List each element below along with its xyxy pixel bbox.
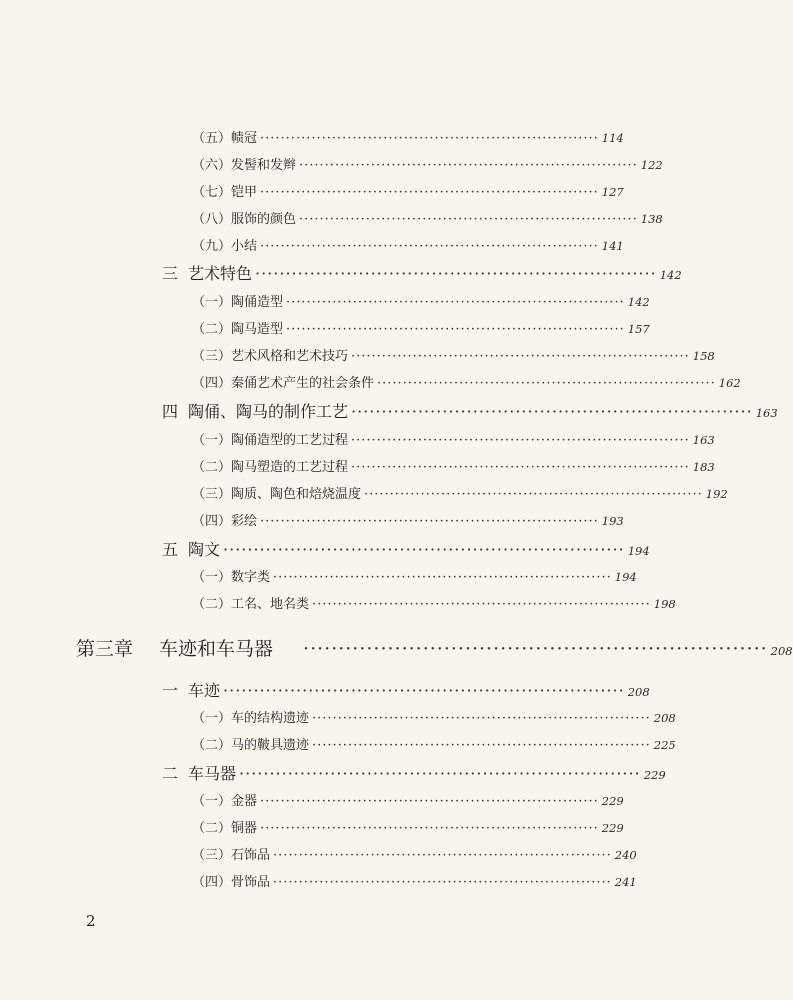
toc-chapter [76, 634, 793, 661]
toc-entry-label: （三）艺术风格和艺术技巧 [192, 349, 349, 364]
toc-section [162, 761, 666, 784]
toc-entry [192, 790, 623, 809]
toc-entry-page: 142 [627, 295, 650, 309]
leader-dots: ·································································· [299, 158, 638, 173]
leader-dots: ·································································· [260, 794, 599, 809]
toc-entry [192, 345, 715, 364]
toc-entry-page: 198 [653, 597, 676, 611]
toc-entry [192, 483, 728, 502]
toc-entry [192, 372, 741, 391]
leader-dots: ·································································· [312, 597, 651, 612]
toc-entry [192, 566, 637, 585]
leader-dots: ·································································· [364, 487, 703, 502]
toc-entry-label: （二）陶马造型 [192, 322, 284, 337]
leader-dots: ·································································· [223, 540, 625, 559]
toc-entry-page: 122 [640, 158, 663, 172]
leader-dots: ·································································· [223, 681, 625, 700]
leader-dots: ·································································· [260, 185, 599, 200]
toc-entry [192, 707, 676, 726]
leader-dots: ·································································· [273, 570, 612, 585]
leader-dots: ·································································· [351, 460, 690, 475]
leader-dots: ·································································· [260, 131, 599, 146]
leader-dots: ·································································· [273, 848, 612, 863]
leader-dots: ·································································· [255, 264, 657, 283]
section-number: 一 [162, 681, 179, 700]
leader-dots: ·································································· [303, 638, 768, 660]
toc-entry-page: 194 [627, 544, 650, 558]
toc-entry-page: 208 [770, 644, 793, 658]
toc-entry-label: （三）陶质、陶色和焙烧温度 [192, 487, 362, 502]
toc-entry-page: 158 [692, 349, 715, 363]
toc-entry-label: （一）陶俑造型 [192, 295, 284, 310]
toc-entry-label: （二）铜器 [192, 821, 258, 836]
toc-entry-label: （一）数字类 [192, 570, 271, 585]
toc-entry-label: （四）秦俑艺术产生的社会条件 [192, 376, 375, 391]
toc-entry-page: 163 [755, 406, 778, 420]
toc-section [162, 399, 778, 422]
section-number: 四 [162, 402, 179, 421]
toc-entry-label: （一）金器 [192, 794, 258, 809]
page-number: 2 [86, 912, 96, 930]
toc-entry [192, 127, 623, 146]
toc-entry [192, 593, 676, 612]
toc-section-title: 车马器 [188, 764, 237, 783]
leader-dots: ·································································· [351, 433, 690, 448]
toc-entry-page: 162 [718, 376, 741, 390]
toc-entry-page: 194 [614, 570, 637, 584]
toc-entry [192, 181, 623, 200]
leader-dots: ·································································· [299, 212, 638, 227]
leader-dots: ·································································· [260, 239, 599, 254]
toc-entry-page: 193 [601, 514, 624, 528]
leader-dots: ·································································· [377, 376, 716, 391]
leader-dots: ·································································· [239, 764, 641, 783]
toc-entry-page: 138 [640, 212, 663, 226]
toc-entry-label: （一）陶俑造型的工艺过程 [192, 433, 349, 448]
toc-entry-page: 114 [601, 131, 624, 145]
leader-dots: ·································································· [312, 738, 651, 753]
toc-entry-label: （三）石饰品 [192, 848, 271, 863]
toc-entry [192, 318, 650, 337]
toc-entry-label: （二）工名、地名类 [192, 597, 310, 612]
toc-entry-label: （六）发髻和发辫 [192, 158, 297, 173]
toc-entry [192, 208, 663, 227]
toc-entry-page: 192 [705, 487, 728, 501]
toc-section [162, 537, 650, 560]
toc-section-title: 车迹 [188, 681, 221, 700]
toc-chapter-title: 车迹和车马器 [159, 638, 274, 660]
toc-entry-label: （一）车的结构遗迹 [192, 711, 310, 726]
toc-entry-page: 225 [653, 738, 676, 752]
toc-entry-label: （四）彩绘 [192, 514, 258, 529]
toc-entry [192, 871, 637, 890]
toc-entry-label: （七）铠甲 [192, 185, 258, 200]
leader-dots: ·································································· [312, 711, 651, 726]
toc-entry-label: （二）马的鞁具遗迹 [192, 738, 310, 753]
section-number: 三 [162, 264, 179, 283]
toc-section [162, 261, 682, 284]
toc-entry-page: 229 [601, 794, 624, 808]
toc-entry-page: 240 [614, 848, 637, 862]
toc-entry [192, 291, 650, 310]
toc-entry [192, 734, 676, 753]
toc-section-title: 陶俑、陶马的制作工艺 [188, 402, 349, 421]
section-number: 二 [162, 764, 179, 783]
toc-entry [192, 235, 623, 254]
toc-entry-label: （四）骨饰品 [192, 875, 271, 890]
toc-entry [192, 429, 715, 448]
toc-entry-page: 183 [692, 460, 715, 474]
toc-entry [192, 817, 623, 836]
toc-entry [192, 456, 715, 475]
toc-section-title: 陶文 [188, 540, 221, 559]
toc-entry-page: 241 [614, 875, 637, 889]
toc-entry-page: 127 [601, 185, 624, 199]
toc-entry [192, 844, 637, 863]
toc-section-title: 艺术特色 [188, 264, 253, 283]
toc-entry-label: （八）服饰的颜色 [192, 212, 297, 227]
leader-dots: ·································································· [286, 295, 625, 310]
toc-entry-page: 208 [627, 685, 650, 699]
toc-entry-page: 142 [659, 268, 682, 282]
toc-entry-page: 229 [601, 821, 624, 835]
leader-dots: ·································································· [286, 322, 625, 337]
toc-entry [192, 154, 663, 173]
toc-entry-page: 208 [653, 711, 676, 725]
toc-entry-page: 163 [692, 433, 715, 447]
leader-dots: ·································································· [351, 349, 690, 364]
toc-entry-page: 141 [601, 239, 624, 253]
leader-dots: ·································································· [260, 514, 599, 529]
toc-entry-page: 157 [627, 322, 650, 336]
chapter-number: 第三章 [76, 638, 134, 660]
toc-entry-label: （九）小结 [192, 239, 258, 254]
toc-entry-page: 229 [643, 768, 666, 782]
toc-section [162, 678, 650, 701]
toc-entry-label: （二）陶马塑造的工艺过程 [192, 460, 349, 475]
leader-dots: ·································································· [260, 821, 599, 836]
section-number: 五 [162, 540, 179, 559]
toc-entry-label: （五）帻冠 [192, 131, 258, 146]
leader-dots: ·································································· [273, 875, 612, 890]
leader-dots: ·································································· [351, 402, 753, 421]
toc-entry [192, 510, 623, 529]
